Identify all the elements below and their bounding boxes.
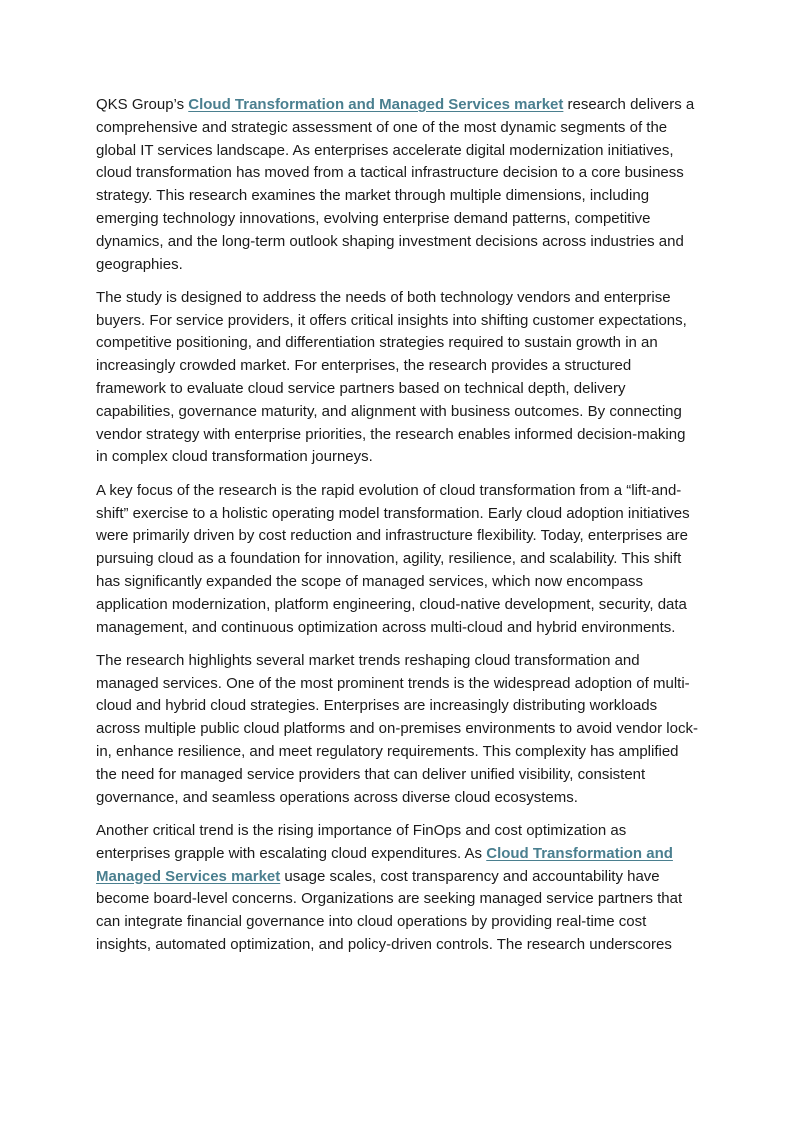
cloud-transformation-market-link-2[interactable]: Cloud Transformation and Managed Services market (96, 844, 673, 885)
cloud-transformation-market-link[interactable]: Cloud Transformation and Managed Services market (188, 96, 564, 113)
document-page (96, 94, 701, 967)
paragraph-intro (96, 94, 701, 276)
paragraph-study-design: The study is designed to address the needs of both technology vendors and enterprise buyers. For service providers, it offers critical insights into shifting customer expectations, competitive positioning, and differentiation strategies required to sustain growth in an increasingly crowded market. For enterprises, the research provides a structured framework to evaluate cloud service partners based on technical depth, delivery capabilities, governance maturity, and alignment with business outcomes. By connecting vendor strategy with enterprise priorities, the research enables informed decision-making in complex cloud transformation journeys. (96, 288, 687, 466)
intro-text-after: research delivers a comprehensive and strategic assessment of one of the most dynamic segments of the global IT services landscape. As enterprises accelerate digital modernization initiatives, cloud transformation has moved from a tactical infrastructure decision to a core business strategy. This research examines the market through multiple dimensions, including emerging technology innovations, evolving enterprise demand patterns, competitive dynamics, and the long-term outlook shaping investment decisions across industries and geographies. (96, 96, 695, 273)
paragraph-finops (96, 820, 701, 957)
paragraph-key-focus: A key focus of the research is the rapid evolution of cloud transformation from a “lift-and-shift” exercise to a holistic operating model transformation. Early cloud adoption initiatives were primarily driven by cost reduction and infrastructure flexibility. Today, enterprises are pursuing cloud as a foundation for innovation, agility, resilience, and scalability. This shift has significantly expanded the scope of managed services, which now encompass application modernization, platform engineering, cloud-native development, security, data management, and continuous optimization across multi-cloud and hybrid environments. (96, 481, 690, 636)
finops-text-before: Another critical trend is the rising importance of FinOps and cost optimization as enterprises grapple with escalating cloud expenditures. As (96, 821, 627, 862)
paragraph-market-trends: The research highlights several market trends reshaping cloud transformation and managed services. One of the most prominent trends is the widespread adoption of multi-cloud and hybrid cloud strategies. Enterprises are increasingly distributing workloads across multiple public cloud platforms and on-premises environments to avoid vendor lock-in, enhance resilience, and meet regulatory requirements. This complexity has amplified the need for managed service providers that can deliver unified visibility, consistent governance, and seamless operations across diverse cloud ecosystems. (96, 651, 698, 806)
intro-text-before: QKS Group’s (96, 96, 189, 113)
finops-text-after: usage scales, cost transparency and accountability have become board-level concerns. Organizations are seeking managed service partners that can integrate financial governance into cloud operations by providing real-time cost insights, automated optimization, and policy-driven controls. The research underscores (96, 867, 683, 953)
